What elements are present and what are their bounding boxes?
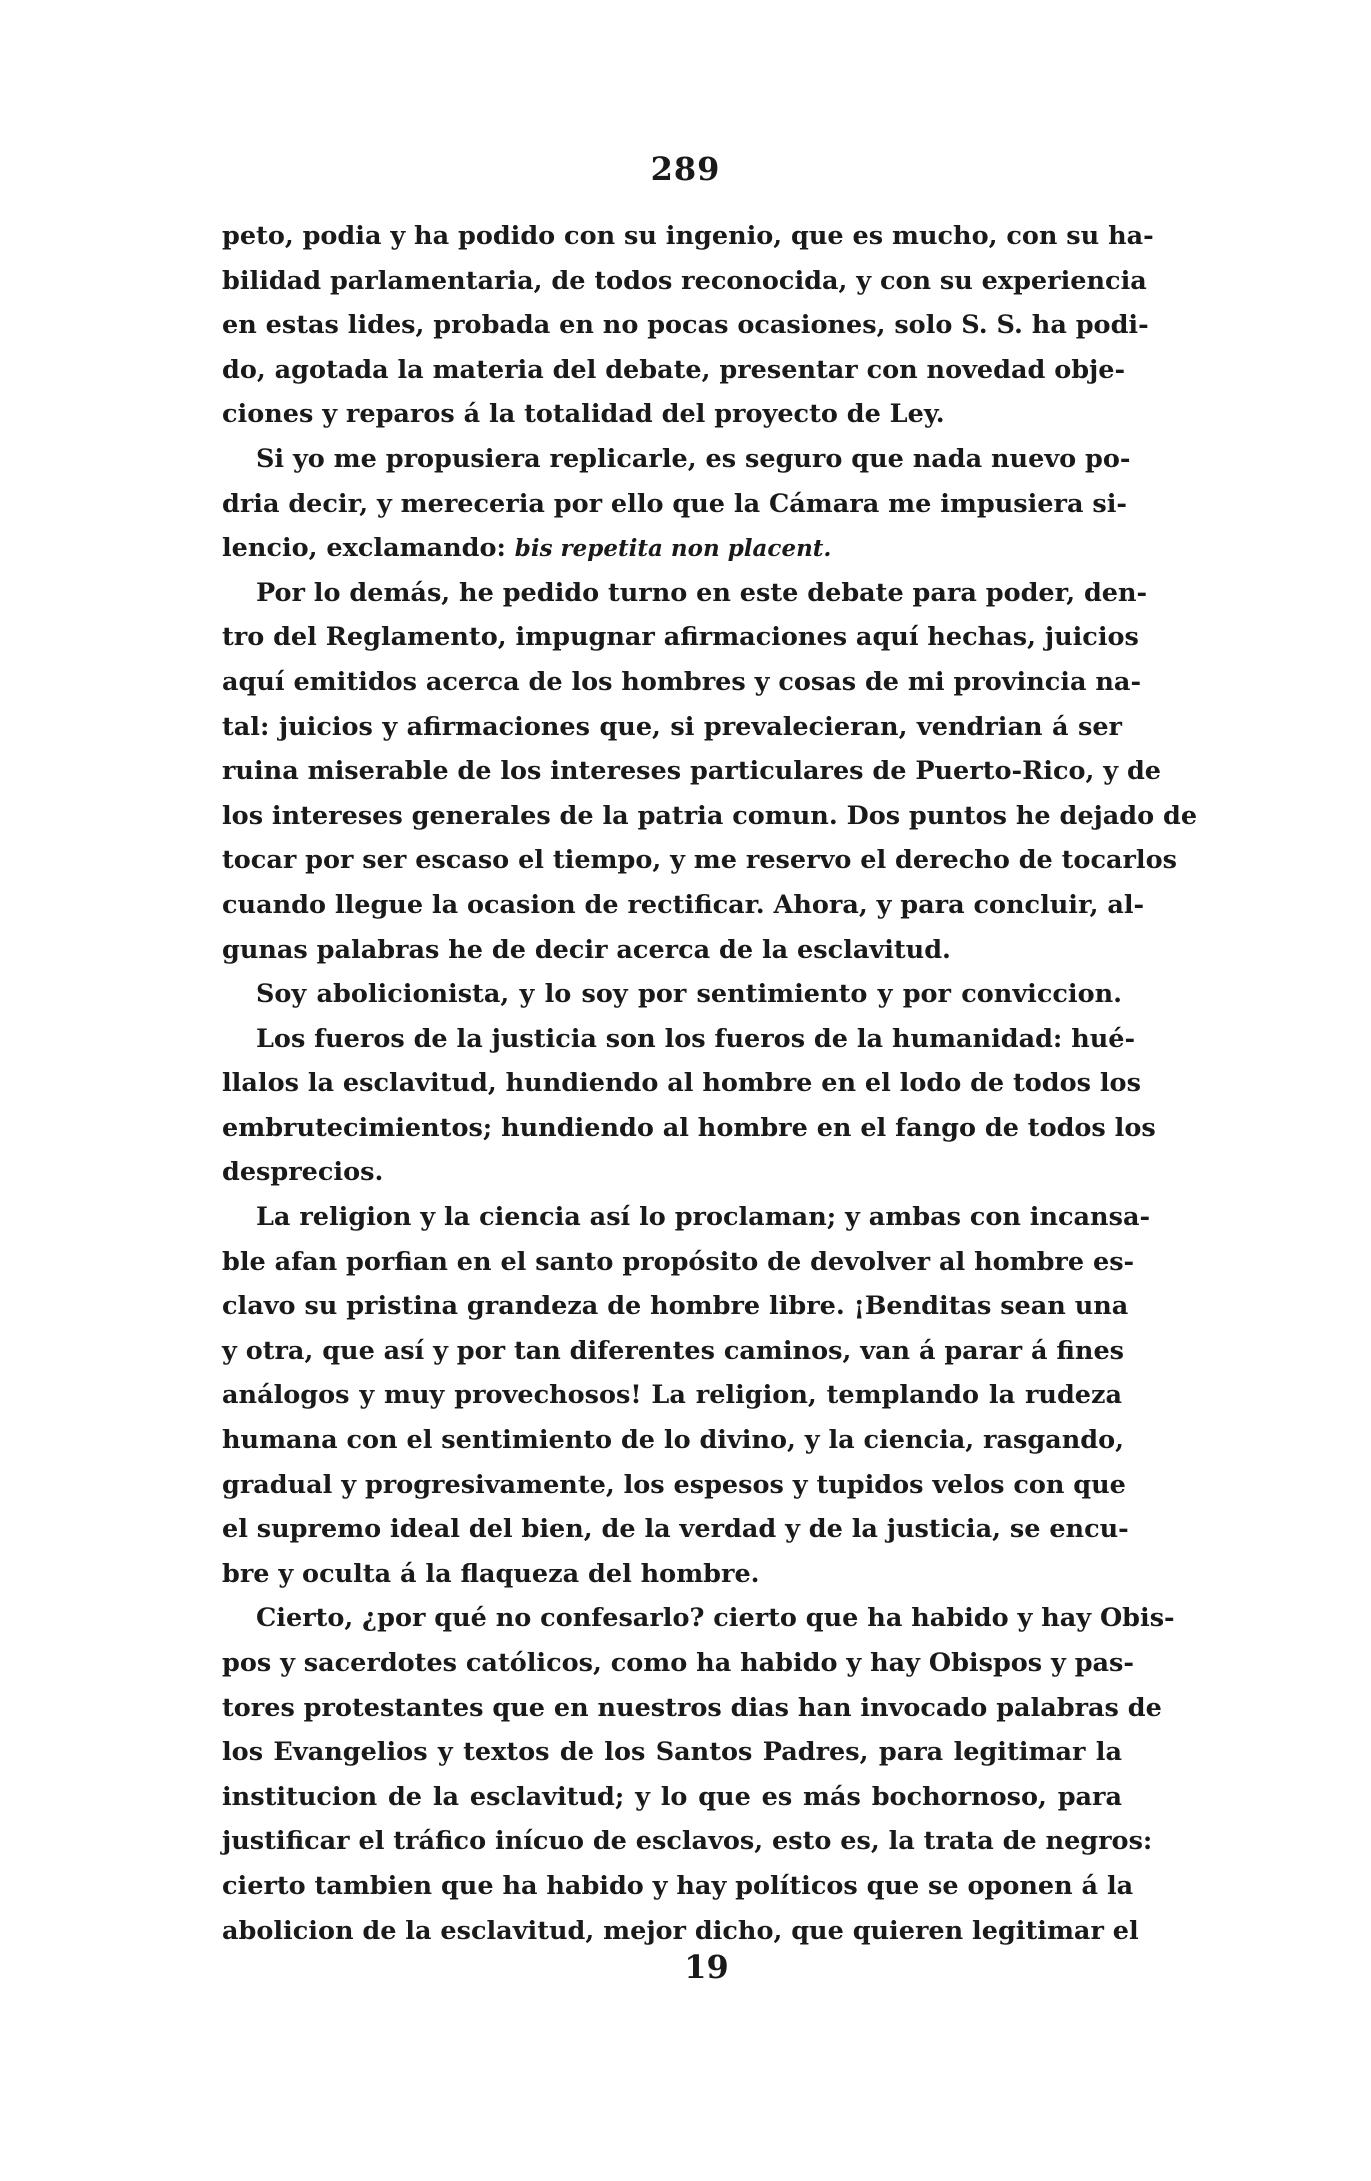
text-line: y otra, que así y por tan diferentes caminos, van á parar á fines (222, 1335, 1125, 1366)
text-line: los intereses generales de la patria comun. Dos puntos he dejado de (222, 800, 1198, 831)
text-line: Si yo me propusiera replicarle, es seguro que nada nuevo po- (256, 443, 1131, 474)
text-line: aquí emitidos acerca de los hombres y cosas de mi provincia na- (222, 666, 1142, 697)
text-line: pos y sacerdotes católicos, como ha habido y hay Obispos y pas- (222, 1648, 1134, 1678)
text-line: embrutecimientos; hundiendo al hombre en el fango de todos los (222, 1112, 1156, 1143)
text-line: peto, podia y ha podido con su ingenio, que es mucho, con su ha- (222, 221, 1154, 251)
text-line: análogos y muy provechosos! La religion, templando la rudeza (222, 1380, 1122, 1411)
text-line: La religion y la ciencia así lo proclaman; y ambas con incansa- (256, 1202, 1151, 1233)
text-line: ciones y reparos á la totalidad del proyecto de Ley. (222, 399, 945, 430)
text-line: Cierto, ¿por qué no confesarlo? cierto que ha habido y hay Obis- (256, 1603, 1175, 1634)
text-line (222, 526, 1122, 571)
text-line-start: lencio, exclamando: (222, 533, 506, 564)
text-line: desprecios. (222, 1157, 384, 1188)
text-line: en estas lides, probada en no pocas ocasiones, solo S. S. ha podi- (222, 310, 1149, 341)
body-text (222, 214, 1198, 1953)
text-line: tal: juicios y afirmaciones que, si prevalecieran, vendrian á ser (222, 711, 1122, 742)
text-line: Los fueros de la justicia son los fueros de la humanidad: hué- (256, 1023, 1136, 1054)
text-line: bilidad parlamentaria, de todos reconocida, y con su experiencia (222, 265, 1147, 296)
text-line: el supremo ideal del bien, de la verdad y de la justicia, se encu- (222, 1514, 1129, 1545)
text-line: los Evangelios y textos de los Santos Padres, para legitimar la (222, 1737, 1122, 1768)
text-line: institucion de la esclavitud; y lo que es más bochornoso, para (222, 1781, 1122, 1812)
text-line: clavo su pristina grandeza de hombre libre. ¡Benditas sean una (222, 1291, 1129, 1322)
text-line: tocar por ser escaso el tiempo, y me reservo el derecho de tocarlos (222, 845, 1177, 876)
text-line: bre y oculta á la flaqueza del hombre. (222, 1558, 760, 1589)
text-line: tores protestantes que en nuestros dias han invocado palabras de (222, 1692, 1162, 1723)
text-line: gunas palabras he de decir acerca de la esclavitud. (222, 934, 951, 965)
latin-phrase: bis repetita non placent. (514, 535, 832, 563)
text-line: do, agotada la materia del debate, presentar con novedad obje- (222, 354, 1126, 385)
text-line: cuando llegue la ocasion de rectificar. Ahora, y para concluir, al- (222, 889, 1145, 920)
text-line: abolicion de la esclavitud, mejor dicho, que quieren legitimar el (222, 1915, 1139, 1946)
text-line: llalos la esclavitud, hundiendo al hombre en el lodo de todos los (222, 1068, 1141, 1099)
text-line: justificar el tráfico inícuo de esclavos, esto es, la trata de negros: (222, 1826, 1153, 1857)
text-line: gradual y progresivamente, los espesos y tupidos velos con que (222, 1469, 1126, 1500)
page-number: 289 (650, 150, 721, 188)
text-line: dria decir, y mereceria por ello que la Cámara me impusiera si- (222, 488, 1127, 519)
text-line: humana con el sentimiento de lo divino, y la ciencia, rasgando, (222, 1425, 1124, 1456)
signature-mark: 19 (684, 1948, 729, 1986)
text-line: tro del Reglamento, impugnar afirmaciones aquí hechas, juicios (222, 622, 1139, 653)
text-line: ruina miserable de los intereses particulares de Puerto-Rico, y de (222, 756, 1162, 787)
text-line: cierto tambien que ha habido y hay políticos que se oponen á la (222, 1870, 1134, 1901)
text-line: Por lo demás, he pedido turno en este debate para poder, den- (256, 577, 1148, 608)
text-line: ble afan porfian en el santo propósito de devolver al hombre es- (222, 1246, 1135, 1277)
text-line: Soy abolicionista, y lo soy por sentimiento y por conviccion. (256, 979, 1122, 1010)
